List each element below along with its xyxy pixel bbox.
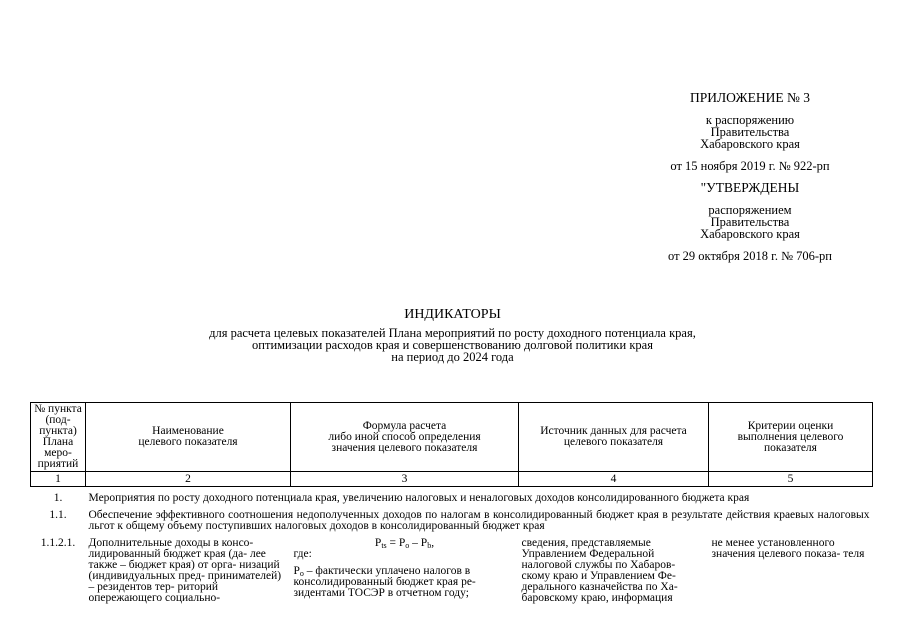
row-number: 1.1.2.1. <box>40 537 76 549</box>
heading-line: на период до 2024 года <box>391 350 514 364</box>
row-text: Обеспечение эффективного соотношения недополученных доходов по налогам в консолидированный бюджет края в результате действия краевых налоговых льгот к общему объему поступивших налоговых доходов в консолидированный бюджет края <box>88 509 870 532</box>
column-header-source: Источник данных для расчета целевого показателя <box>519 403 709 472</box>
indicator-formula <box>291 538 519 604</box>
appendix-title: ПРИЛОЖЕНИЕ № 3 <box>689 90 811 105</box>
approved-title: "УТВЕРЖДЕНЫ <box>700 180 800 195</box>
column-header-criteria: Критерии оценки выполнения целевого показателя <box>709 403 873 472</box>
table-row <box>31 538 873 604</box>
heading-line: оптимизации расходов края и совершенствованию долговой политики края <box>252 338 653 352</box>
row-number: 1.1. <box>49 509 67 521</box>
approval-line: Хабаровского края <box>700 227 800 241</box>
approval-date: от 15 ноября 2019 г. № 922-рп <box>670 159 830 173</box>
row-text: Мероприятия по росту доходного потенциала края, увеличению налоговых и неналоговых доходов консолидированного бюджета края <box>88 492 750 504</box>
document-title: ИНДИКАТОРЫ <box>404 307 501 322</box>
table-header-row <box>31 403 873 472</box>
indicators-table <box>30 402 873 604</box>
column-number: 3 <box>291 472 519 487</box>
heading-line: для расчета целевых показателей Плана мероприятий по росту доходного потенциала края, <box>209 326 696 340</box>
approval-line: Хабаровского края <box>700 137 800 151</box>
approval-date: от 29 октября 2018 г. № 706-рп <box>668 249 832 263</box>
table-row <box>31 510 873 532</box>
indicator-source: сведения, представляемые Управлением Федеральной налоговой службы по Хабаров- скому краю и Управлением Фе- дерального казначейства по Ха- баровскому краю, информация <box>521 537 678 604</box>
column-header-formula: Формула расчета либо иной способ определения значения целевого показателя <box>291 403 519 472</box>
table-row <box>31 493 873 504</box>
column-number: 1 <box>31 472 86 487</box>
column-number: 5 <box>709 472 873 487</box>
indicator-criteria: не менее установленного значения целевого показа- теля <box>711 537 865 560</box>
formula-expression: $P_{ts} = P_o - P_b$, <box>374 537 435 550</box>
approval-line: распоряжением <box>708 203 792 217</box>
column-number: 4 <box>519 472 709 487</box>
formula-description: $P_o$ – фактически уплачено налогов в консолидированный бюджет края ре- зидентами ТОСЭР в отчетном году; <box>293 565 476 599</box>
approval-line: к распоряжению <box>705 113 795 127</box>
column-number: 2 <box>86 472 291 487</box>
row-number: 1. <box>53 492 63 504</box>
indicator-name: Дополнительные доходы в консо- лидированный бюджет края (да- лее также – бюджет края) от орга- низаций (индивидуальных пред- принимателей) – резидентов тер- риторий опережающего социально- <box>88 537 282 604</box>
approval-line: Правительства <box>710 125 790 139</box>
formula-where: где: <box>293 548 312 560</box>
approval-block-original <box>640 182 860 262</box>
document-heading <box>0 309 905 363</box>
approval-line: Правительства <box>710 215 790 229</box>
approval-block-current <box>640 92 860 172</box>
column-number-row <box>31 472 873 487</box>
column-header-number: № пункта (под- пункта) Плана меро- приятий <box>31 403 86 472</box>
column-header-name: Наименование целевого показателя <box>86 403 291 472</box>
